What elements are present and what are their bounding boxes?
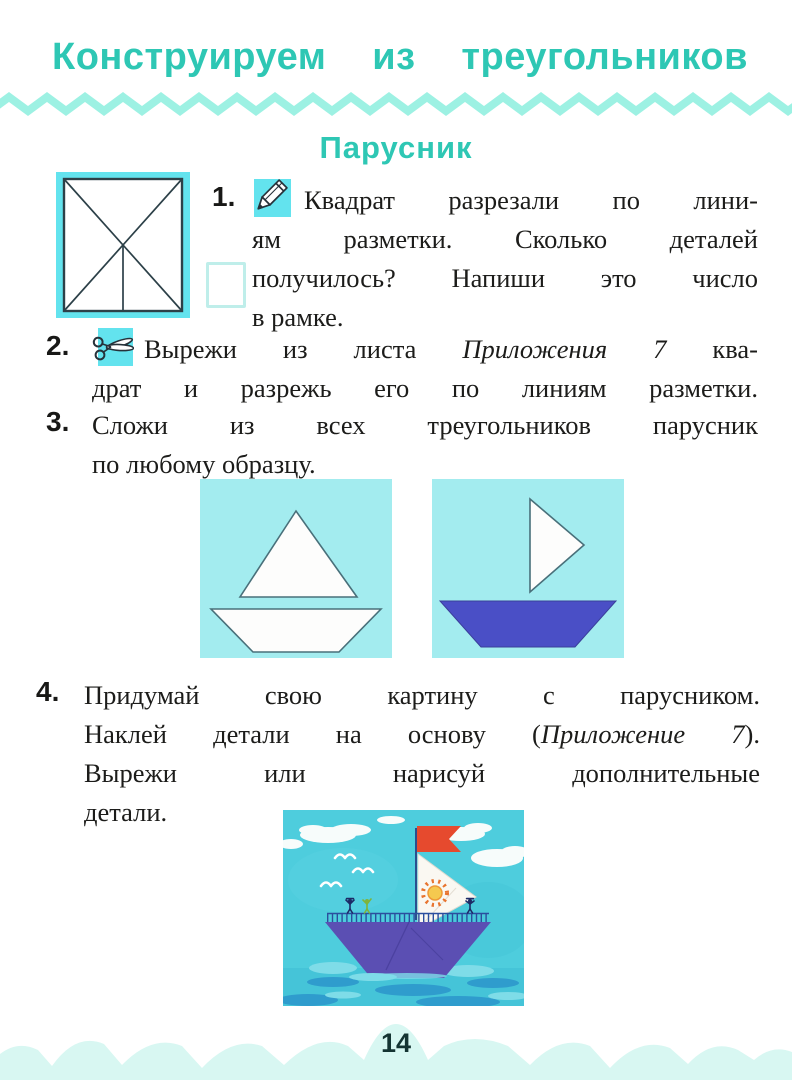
page-number: 14 xyxy=(380,1028,412,1058)
section-title: Парусник xyxy=(319,130,473,165)
sailboat-sample-blue xyxy=(432,479,624,658)
task-number: 2. xyxy=(46,330,70,361)
task-text-line: Сложи из всех треугольников парусник xyxy=(92,410,758,440)
task-text-line: детали. xyxy=(84,797,168,827)
task-number: 3. xyxy=(46,406,70,437)
task-text-line: Квадрат разрезали по лини- xyxy=(304,185,758,215)
sailboat-sample-white xyxy=(200,479,392,658)
task-text-line: драт и разрежь его по линиям разметки. xyxy=(92,373,758,403)
task-text-line: в рамке. xyxy=(252,302,344,332)
task-text-line: получилось? Напиши это число xyxy=(252,263,758,293)
task-text-line: Наклей детали на основу (Приложение 7). xyxy=(84,719,760,749)
cut-square-diagram xyxy=(56,172,190,318)
task-text xyxy=(92,330,758,408)
task-text-line: Вырежи из листа Приложения 7 ква- xyxy=(144,334,758,364)
task-text xyxy=(252,181,758,337)
task-text xyxy=(92,406,758,484)
answer-box[interactable] xyxy=(206,262,246,308)
zigzag-divider xyxy=(0,88,792,120)
task-number: 4. xyxy=(36,676,60,707)
task-text xyxy=(84,676,760,832)
page-title: Конструируем из треугольников xyxy=(52,36,748,78)
task-text-line: Придумай свою картину с парусником. xyxy=(84,680,760,710)
sailboat-collage-illustration xyxy=(283,810,524,1006)
task-text-line: по любому образцу. xyxy=(92,449,316,479)
task-number: 1. xyxy=(212,181,236,212)
task-text-line: Вырежи или нарисуй дополнительные xyxy=(84,758,760,788)
task-text-line: ям разметки. Сколько деталей xyxy=(252,224,758,254)
